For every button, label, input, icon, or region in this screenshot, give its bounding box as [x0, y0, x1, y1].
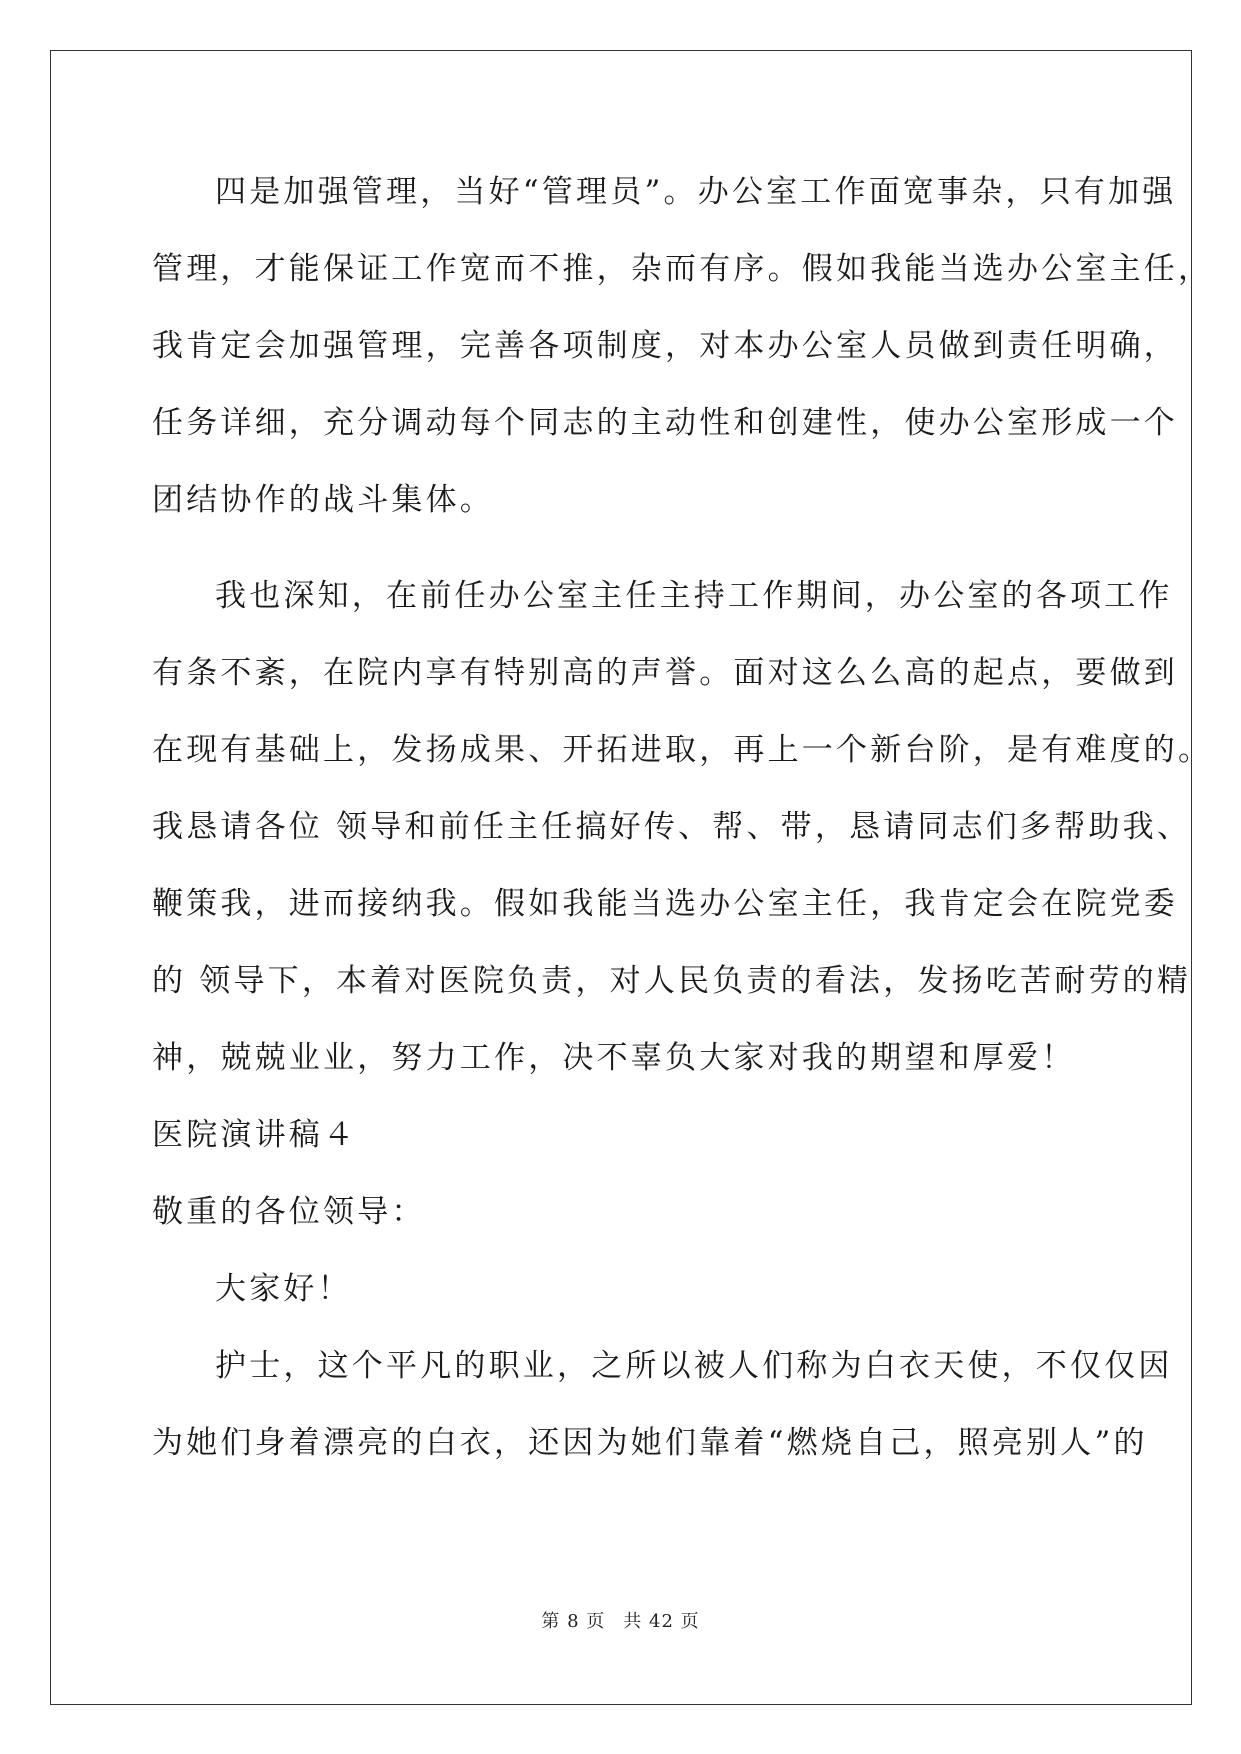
paragraph-2-line-4: 我恳请各位 领导和前任主任搞好传、帮、带，恳请同志们多帮助我、	[152, 809, 1192, 845]
paragraph-2-line-1: 我也深知，在前任办公室主任主持工作期间，办公室的各项工作	[215, 578, 1173, 614]
page-footer	[0, 1607, 1241, 1633]
page-number: 第 8 页	[541, 1611, 606, 1632]
section-heading: 医院演讲稿４	[152, 1117, 358, 1153]
paragraph-1-line-1: 四是加强管理，当好“管理员”。办公室工作面宽事杂，只有加强	[215, 174, 1177, 210]
paragraph-2-line-6: 的 领导下，本着对医院负责，对人民负责的看法，发扬吃苦耐劳的精	[152, 963, 1192, 999]
paragraph-1-line-2: 管理，才能保证工作宽而不推，杂而有序。假如我能当选办公室主任，	[152, 251, 1213, 287]
paragraph-2-line-3: 在现有基础上，发扬成果、开拓进取，再上一个新台阶，是有难度的。	[152, 732, 1213, 768]
paragraph-2-line-5: 鞭策我，进而接纳我。假如我能当选办公室主任，我肯定会在院党委	[152, 886, 1178, 922]
page-total: 共 42 页	[623, 1611, 700, 1632]
paragraph-3-line-2: 为她们身着漂亮的白衣，还因为她们靠着“燃烧自己，照亮别人”的	[152, 1425, 1148, 1461]
paragraph-1-line-4: 任务详细，充分调动每个同志的主动性和创建性，使办公室形成一个	[152, 405, 1178, 441]
paragraph-2-line-7: 神，兢兢业业，努力工作，决不辜负大家对我的期望和厚爱！	[152, 1040, 1076, 1076]
paragraph-1-line-3: 我肯定会加强管理，完善各项制度，对本办公室人员做到责任明确，	[152, 328, 1178, 364]
greeting: 大家好！	[215, 1271, 352, 1307]
paragraph-3-line-1: 护士，这个平凡的职业，之所以被人们称为白衣天使，不仅仅因	[215, 1348, 1173, 1384]
salutation: 敬重的各位领导：	[152, 1194, 426, 1230]
paragraph-1-line-5: 团结协作的战斗集体。	[152, 482, 494, 518]
paragraph-2-line-2: 有条不紊，在院内享有特别高的声誉。面对这么么高的起点，要做到	[152, 655, 1178, 691]
